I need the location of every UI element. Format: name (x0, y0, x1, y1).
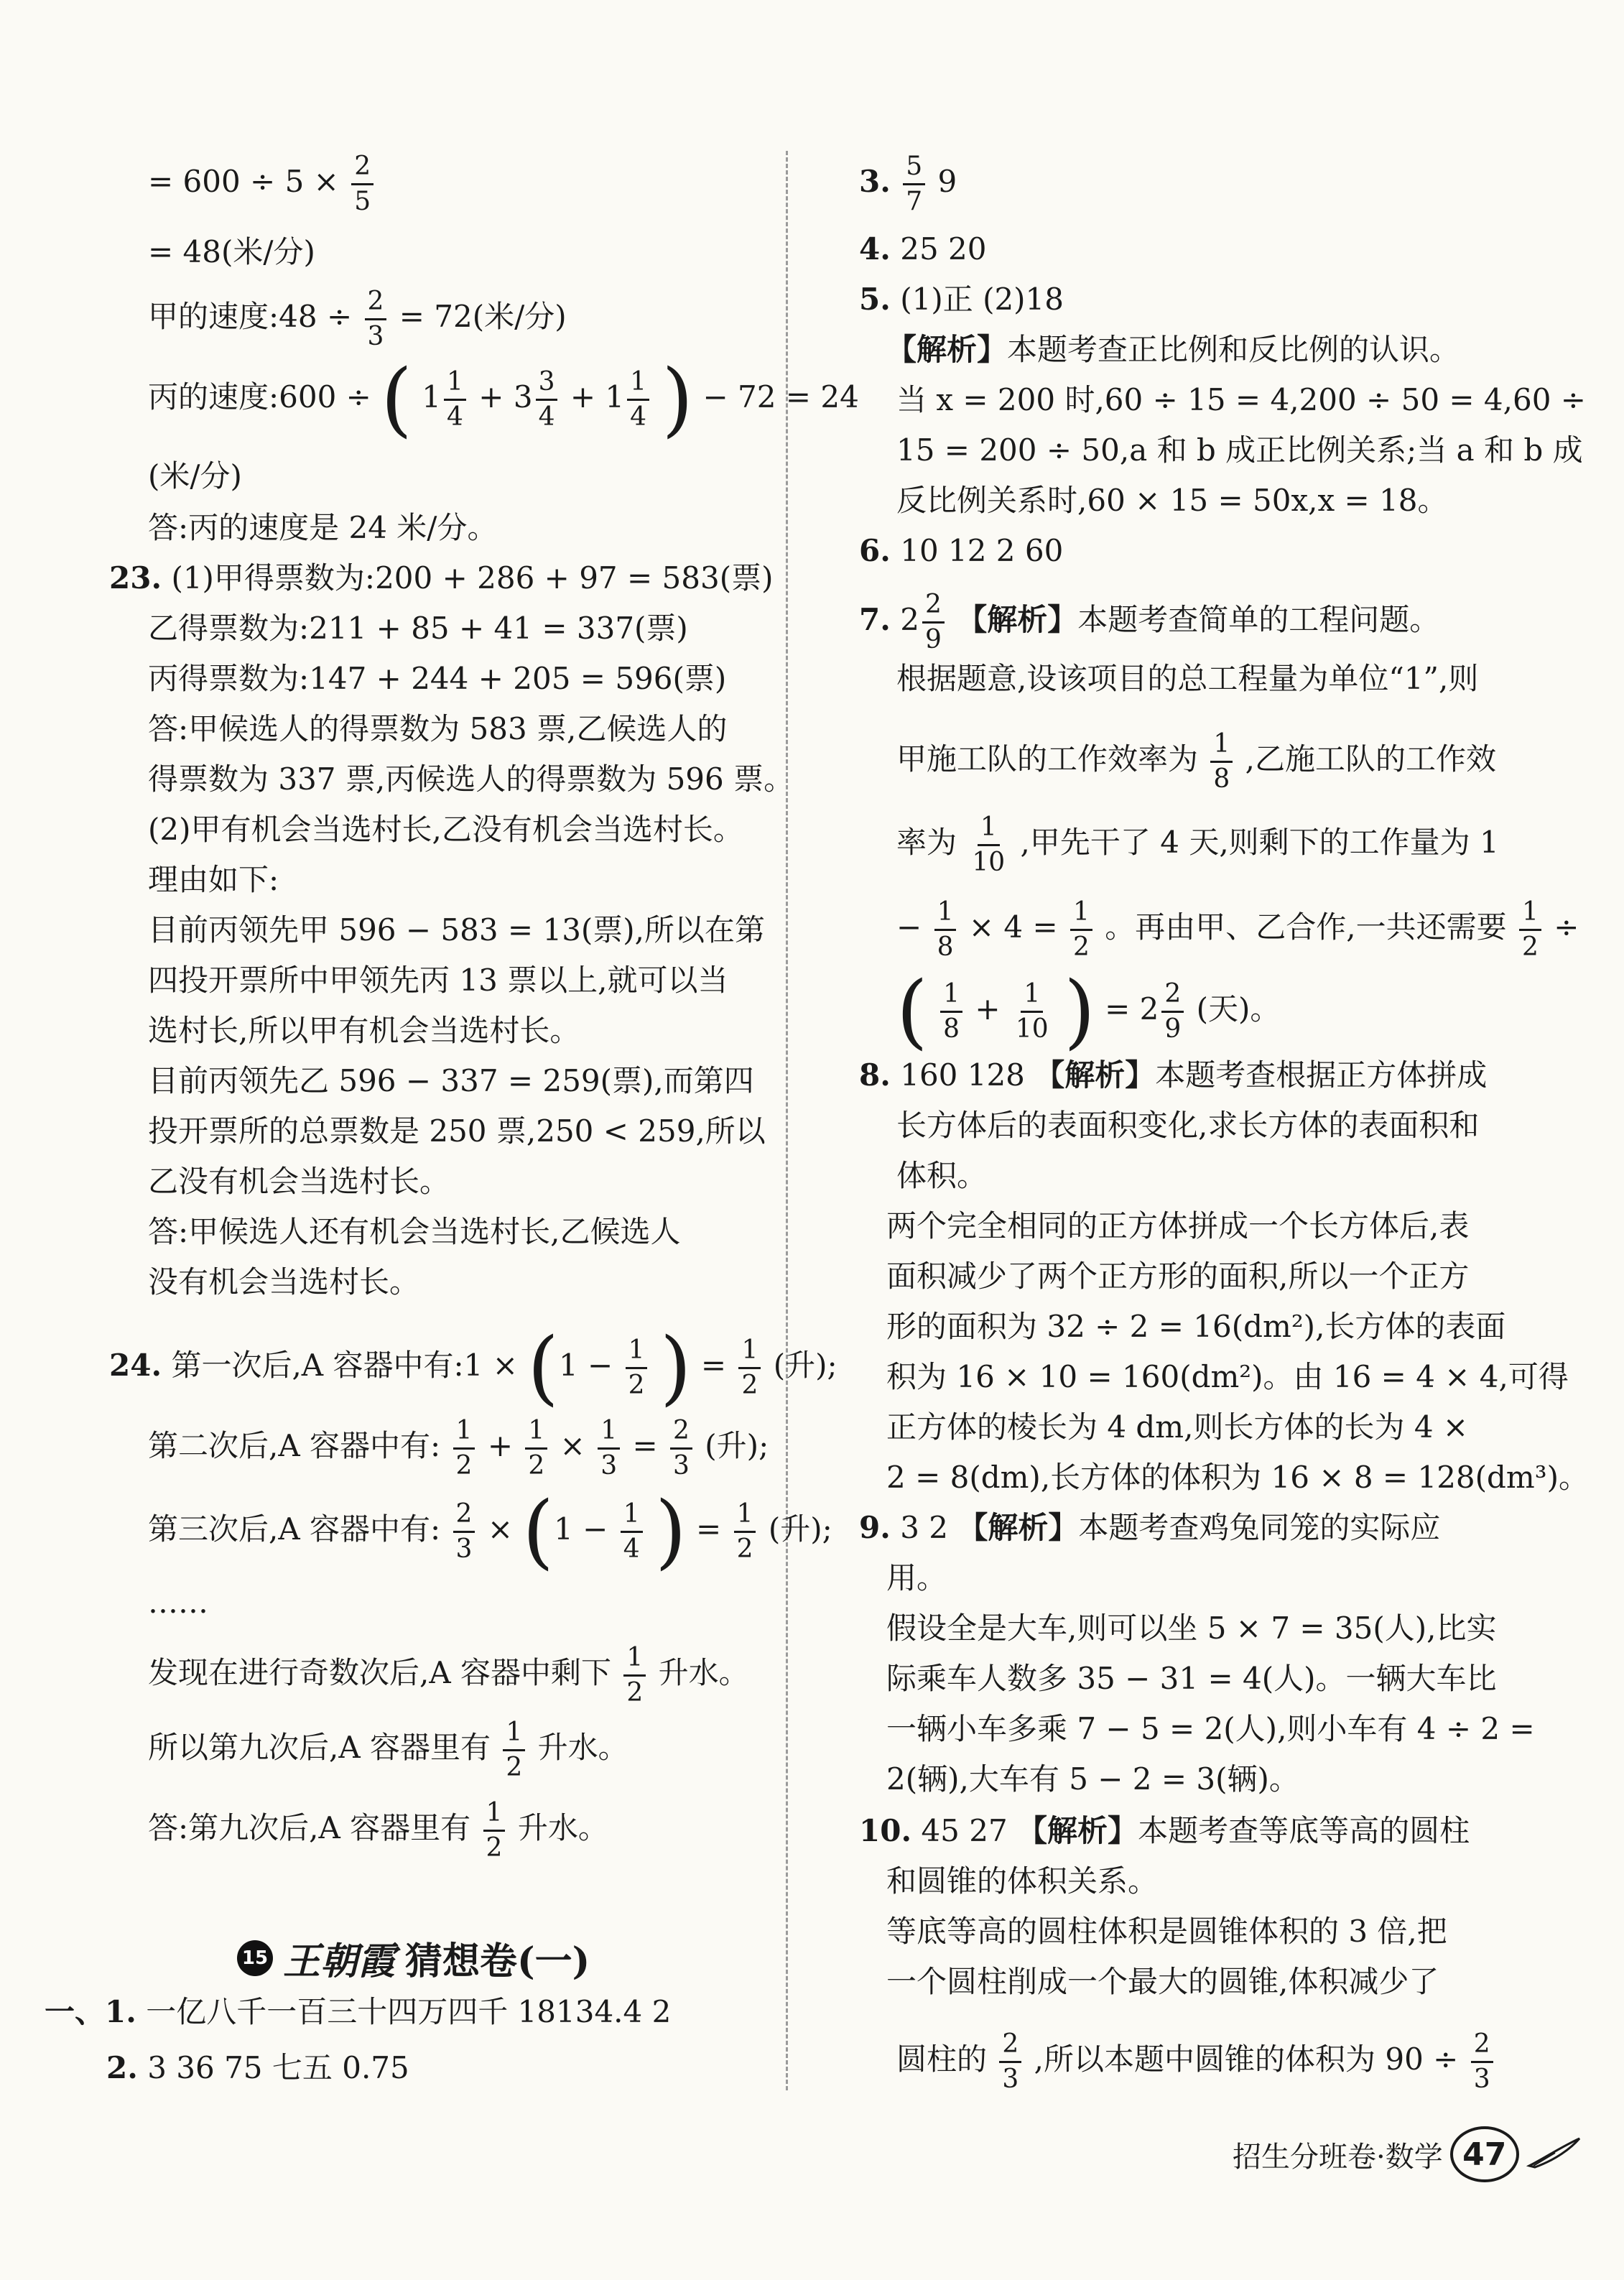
answer-9-line-6: 2(辆),大车有 5 − 2 = 3(辆)。 (886, 1761, 1299, 1797)
q23-line-2: 乙得票数为:211 + 85 + 41 = 337(票) (148, 611, 688, 646)
q23-line-7: 理由如下: (148, 862, 279, 897)
answer-9-line-2: 用。 (886, 1560, 947, 1595)
question-23: 23. (1)甲得票数为:200 + 286 + 97 = 583(票) (109, 560, 774, 596)
q23-line-8: 目前丙领先甲 596 − 583 = 13(票),所以在第 (148, 912, 766, 947)
answer-10-line-4: 一个圆柱削成一个最大的圆锥,体积减少了 (886, 1964, 1439, 1999)
q24-line-5: 发现在进行奇数次后,A 容器中剩下 $\frac{1}{2}$ 升水。 (148, 1643, 749, 1707)
answer-9-line-4: 际乘车人数多 35 − 31 = 4(人)。一辆大车比 (886, 1661, 1497, 1696)
speed-bing: 丙的速度:600 ÷ ( 1 $\frac{1}{4}$ + 3 $\frac{3}{4}$ + 1 $\frac{1}{4}$ ) − 72 = 24 (148, 353, 859, 446)
answer-10-line-2: 和圆锥的体积关系。 (886, 1863, 1159, 1899)
answer-1: 一、1. 一亿八千一百三十四万四千 18134.4 2 (45, 1994, 672, 2029)
calc-line-1: = 600 ÷ 5 × $\frac{2}{5}$ (148, 152, 376, 216)
q23-line-6: (2)甲有机会当选村长,乙没有机会当选村长。 (148, 812, 743, 847)
q23-line-14: 答:甲候选人还有机会当选村长,乙候选人 (148, 1214, 681, 1249)
page-number: 47 (1450, 2126, 1519, 2182)
answer-3: 3. $\frac{5}{7}$ 9 (859, 152, 957, 216)
q23-line-11: 目前丙领先乙 596 − 337 = 259(票),而第四 (148, 1063, 754, 1098)
answer-7-line-6: ( $\frac{1}{8}$ + $\frac{1}{10}$ ) = 2 $\frac{2}{9}$ (天)。 (896, 965, 1281, 1058)
page-footer (1233, 2126, 1584, 2182)
answer-5-line-4: 反比例关系时,60 × 15 = 50x,x = 18。 (896, 483, 1448, 518)
q23-line-3: 丙得票数为:147 + 244 + 205 = 596(票) (148, 661, 727, 696)
answer-8-line-3: 体积。 (896, 1158, 988, 1193)
answer-8-line-8: 正方体的棱长为 4 dm,则长方体的长为 4 × (886, 1409, 1469, 1445)
speed-jia: 甲的速度:48 ÷ $\frac{2}{3}$ = 72(米/分) (148, 287, 567, 351)
answer-8-line-4: 两个完全相同的正方体拼成一个长方体后,表 (886, 1208, 1470, 1243)
calc-line-2: = 48(米/分) (148, 234, 315, 269)
answer-9-line-5: 一辆小车多乘 7 − 5 = 2(人),则小车有 4 ÷ 2 = (886, 1711, 1535, 1746)
question-24: 24. 第一次后,A 容器中有:1 × (1 − $\frac{1}{2}$ ) = $\frac{1}{2}$ (升); (109, 1321, 837, 1414)
section-title-text: 猜想卷(一) (405, 1940, 590, 1983)
q24-answer: 答:第九次后,A 容器里有 $\frac{1}{2}$ 升水。 (148, 1798, 608, 1863)
answer-7: 7. 2 $\frac{2}{9}$ 【解析】本题考查简单的工程问题。 (859, 590, 1440, 654)
brand-name: 王朝霞 (283, 1940, 396, 1983)
answer-5: 5. (1)正 (2)18 (859, 282, 1064, 317)
answer-5-analysis: 【解析】本题考查正比例和反比例的认识。 (886, 332, 1460, 367)
answer-7-line-4: 率为 $\frac{1}{10}$ ,甲先干了 4 天,则剩下的工作量为 1 (896, 812, 1499, 877)
answer-7-line-5: − $\frac{1}{8}$ × 4 = $\frac{1}{2}$ 。再由甲、乙合作,一共还需要 $\frac{1}{2}$ ÷ (896, 897, 1579, 962)
q24-line-2: 第二次后,A 容器中有: $\frac{1}{2}$ + $\frac{1}{2}$ × $\frac{1}{3}$ = $\frac{2}{3}$ (升); (148, 1416, 769, 1480)
column-divider (786, 151, 788, 2090)
answer-2: 2. 3 36 75 七五 0.75 (106, 2050, 409, 2085)
answer-8-line-2: 长方体后的表面积变化,求长方体的表面积和 (896, 1108, 1480, 1143)
q24-line-6: 所以第九次后,A 容器里有 $\frac{1}{2}$ 升水。 (148, 1718, 628, 1782)
answer-5-line-2: 当 x = 200 时,60 ÷ 15 = 4,200 ÷ 50 = 4,60 ÷ (896, 382, 1586, 417)
section-title (237, 1931, 590, 1985)
q23-line-15: 没有机会当选村长。 (148, 1264, 420, 1299)
answer-8-line-6: 形的面积为 32 ÷ 2 = 16(dm²),长方体的表面 (886, 1309, 1506, 1344)
answer-8-line-5: 面积减少了两个正方形的面积,所以一个正方 (886, 1259, 1470, 1294)
answer-8: 8. 160 128 【解析】本题考查根据正方体拼成 (859, 1057, 1488, 1093)
answer-10-line-3: 等底等高的圆柱体积是圆锥体积的 3 倍,把 (886, 1914, 1447, 1949)
q23-line-13: 乙没有机会当选村长。 (148, 1164, 450, 1199)
answer-6: 6. 10 12 2 60 (859, 533, 1064, 568)
answer-7-line-3: 甲施工队的工作效率为 $\frac{1}{8}$ ,乙施工队的工作效 (896, 729, 1496, 794)
q24-line-3: 第三次后,A 容器中有: $\frac{2}{3}$ × (1 − $\frac{1}{4}$ ) = $\frac{1}{2}$ (升); (148, 1485, 832, 1578)
answer-speed: 答:丙的速度是 24 米/分。 (148, 510, 498, 545)
q23-line-5: 得票数为 337 票,丙候选人的得票数为 596 票。 (148, 761, 794, 797)
answer-9: 9. 3 2 【解析】本题考查鸡兔同笼的实际应 (859, 1510, 1441, 1545)
answer-10-line-5: 圆柱的 $\frac{2}{3}$ ,所以本题中圆锥的体积为 90 ÷ $\frac{2}{3}$ (896, 2030, 1496, 2093)
footer-label: 招生分班卷·数学 (1233, 2140, 1443, 2174)
unit-line: (米/分) (148, 458, 242, 493)
answer-4: 4. 25 20 (859, 231, 987, 267)
answer-5-line-3: 15 = 200 ÷ 50,a 和 b 成正比例关系;当 a 和 b 成 (896, 432, 1583, 468)
quill-icon (1526, 2134, 1584, 2174)
answer-10: 10. 45 27 【解析】本题考查等底等高的圆柱 (859, 1813, 1470, 1848)
q23-line-4: 答:甲候选人的得票数为 583 票,乙候选人的 (148, 711, 728, 746)
answer-7-line-2: 根据题意,设该项目的总工程量为单位“1”,则 (896, 661, 1479, 696)
q23-line-10: 选村长,所以甲有机会当选村长。 (148, 1013, 580, 1048)
answer-9-line-3: 假设全是大车,则可以坐 5 × 7 = 35(人),比实 (886, 1611, 1497, 1646)
section-number-badge: 15 (237, 1940, 273, 1976)
answer-8-line-9: 2 = 8(dm),长方体的体积为 16 × 8 = 128(dm³)。 (886, 1460, 1589, 1495)
q23-line-12: 投开票所的总票数是 250 票,250 < 259,所以 (148, 1113, 766, 1149)
q23-line-9: 四投开票所中甲领先丙 13 票以上,就可以当 (148, 963, 728, 998)
answer-8-line-7: 积为 16 × 10 = 160(dm²)。由 16 = 4 × 4,可得 (886, 1359, 1569, 1394)
q24-ellipsis: …… (148, 1585, 208, 1620)
